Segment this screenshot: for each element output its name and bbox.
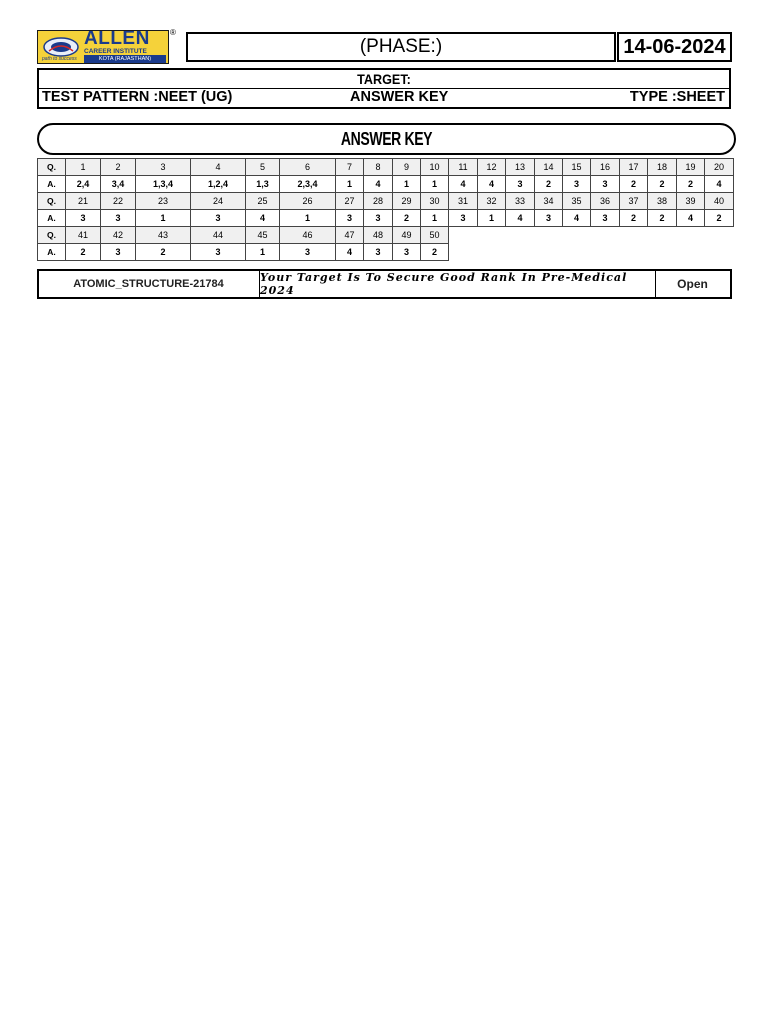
answer-row-label: A. (38, 210, 66, 227)
question-row (38, 193, 734, 210)
answer-grid-body (38, 159, 734, 261)
info-row (39, 89, 729, 108)
answer-cell: 4 (478, 176, 506, 193)
answer-cell: 3,4 (101, 176, 136, 193)
question-cell: 1 (66, 159, 101, 176)
question-cell: 6 (280, 159, 336, 176)
footer-bar (37, 269, 732, 299)
phase-text: (PHASE:) (359, 36, 443, 57)
empty-cell (705, 244, 734, 261)
answer-key-label: ANSWER KEY (350, 89, 449, 105)
answer-cell: 4 (677, 210, 705, 227)
empty-cell (506, 244, 535, 261)
question-cell: 46 (280, 227, 336, 244)
answer-cell: 1 (393, 176, 421, 193)
answer-cell: 4 (449, 176, 478, 193)
empty-cell (705, 227, 734, 244)
footer-motto: Your Target Is To Secure Good Rank In Pre-Medical 2024 (259, 271, 656, 297)
empty-cell (648, 227, 677, 244)
question-cell: 8 (364, 159, 393, 176)
date-field (617, 32, 732, 62)
logo-brand: ALLEN (84, 30, 150, 49)
question-cell: 47 (336, 227, 364, 244)
question-cell: 4 (191, 159, 246, 176)
answer-cell: 3 (364, 210, 393, 227)
question-row (38, 227, 734, 244)
question-cell: 36 (591, 193, 620, 210)
question-row-label: Q. (38, 159, 66, 176)
answer-cell: 3 (101, 210, 136, 227)
empty-cell (449, 227, 478, 244)
test-pattern: TEST PATTERN :NEET (UG) (42, 89, 233, 105)
empty-cell (620, 244, 648, 261)
answer-cell: 4 (506, 210, 535, 227)
answer-cell: 4 (246, 210, 280, 227)
empty-cell (591, 227, 620, 244)
answer-cell: 2 (393, 210, 421, 227)
answer-cell: 3 (449, 210, 478, 227)
empty-cell (591, 244, 620, 261)
question-cell: 20 (705, 159, 734, 176)
empty-cell (535, 227, 563, 244)
question-cell: 37 (620, 193, 648, 210)
answer-row-label: A. (38, 176, 66, 193)
question-cell: 15 (563, 159, 591, 176)
answer-cell: 4 (336, 244, 364, 261)
question-cell: 30 (421, 193, 449, 210)
answer-cell: 1 (136, 210, 191, 227)
empty-cell (563, 227, 591, 244)
answer-cell: 3 (66, 210, 101, 227)
answer-cell: 1 (421, 210, 449, 227)
question-cell: 5 (246, 159, 280, 176)
question-cell: 45 (246, 227, 280, 244)
question-cell: 40 (705, 193, 734, 210)
answer-cell: 2 (421, 244, 449, 261)
empty-cell (449, 244, 478, 261)
empty-cell (648, 244, 677, 261)
answer-cell: 3 (191, 210, 246, 227)
answer-cell: 1,3,4 (136, 176, 191, 193)
question-cell: 28 (364, 193, 393, 210)
question-cell: 17 (620, 159, 648, 176)
answer-cell: 3 (535, 210, 563, 227)
answer-cell: 4 (563, 210, 591, 227)
answer-cell: 2 (620, 176, 648, 193)
question-cell: 3 (136, 159, 191, 176)
question-cell: 42 (101, 227, 136, 244)
answer-cell: 3 (191, 244, 246, 261)
question-cell: 44 (191, 227, 246, 244)
answer-cell: 4 (364, 176, 393, 193)
question-cell: 10 (421, 159, 449, 176)
answer-cell: 3 (393, 244, 421, 261)
empty-cell (478, 227, 506, 244)
question-cell: 38 (648, 193, 677, 210)
answer-cell: 2 (136, 244, 191, 261)
sheet-code: ATOMIC_STRUCTURE-21784 (73, 278, 224, 290)
answer-cell: 3 (101, 244, 136, 261)
question-cell: 41 (66, 227, 101, 244)
question-cell: 13 (506, 159, 535, 176)
logo-institute: CAREER INSTITUTE (84, 48, 147, 55)
answer-cell: 3 (591, 176, 620, 193)
answer-cell: 1 (246, 244, 280, 261)
banner-title: ANSWER KEY (340, 128, 433, 149)
question-cell: 43 (136, 227, 191, 244)
answer-cell: 3 (364, 244, 393, 261)
question-cell: 33 (506, 193, 535, 210)
registered-mark: ® (170, 28, 176, 37)
answer-cell: 2 (535, 176, 563, 193)
answer-cell: 3 (336, 210, 364, 227)
answer-cell: 1,2,4 (191, 176, 246, 193)
target-label: TARGET: (357, 71, 411, 87)
question-cell: 12 (478, 159, 506, 176)
empty-cell (506, 227, 535, 244)
question-cell: 34 (535, 193, 563, 210)
question-cell: 18 (648, 159, 677, 176)
answer-cell: 2 (620, 210, 648, 227)
question-cell: 19 (677, 159, 705, 176)
question-cell: 50 (421, 227, 449, 244)
question-cell: 16 (591, 159, 620, 176)
empty-cell (677, 244, 705, 261)
answer-cell: 3 (591, 210, 620, 227)
answer-key-banner (37, 123, 736, 155)
question-cell: 22 (101, 193, 136, 210)
question-cell: 7 (336, 159, 364, 176)
answer-cell: 2,3,4 (280, 176, 336, 193)
answer-cell: 1 (478, 210, 506, 227)
answer-cell: 1 (421, 176, 449, 193)
question-cell: 14 (535, 159, 563, 176)
question-cell: 24 (191, 193, 246, 210)
test-info-box (37, 68, 731, 109)
answer-cell: 1 (336, 176, 364, 193)
question-cell: 11 (449, 159, 478, 176)
question-row (38, 159, 734, 176)
answer-cell: 3 (563, 176, 591, 193)
answer-cell: 1,3 (246, 176, 280, 193)
question-row-label: Q. (38, 193, 66, 210)
question-cell: 25 (246, 193, 280, 210)
answer-row-label: A. (38, 244, 66, 261)
answer-cell: 1 (280, 210, 336, 227)
answer-cell: 2,4 (66, 176, 101, 193)
empty-cell (535, 244, 563, 261)
logo-city: KOTA (RAJASTHAN) (84, 55, 166, 63)
answer-row (38, 210, 734, 227)
question-cell: 31 (449, 193, 478, 210)
question-cell: 23 (136, 193, 191, 210)
question-cell: 32 (478, 193, 506, 210)
question-cell: 29 (393, 193, 421, 210)
allen-logo (37, 30, 169, 64)
question-cell: 39 (677, 193, 705, 210)
logo-tagline: path to success (42, 56, 77, 62)
question-cell: 9 (393, 159, 421, 176)
question-cell: 27 (336, 193, 364, 210)
empty-cell (563, 244, 591, 261)
empty-cell (478, 244, 506, 261)
date-text: 14-06-2024 (623, 35, 726, 58)
sheet-type: TYPE :SHEET (629, 89, 725, 105)
phase-field (186, 32, 616, 62)
answer-cell: 3 (506, 176, 535, 193)
question-cell: 21 (66, 193, 101, 210)
question-cell: 48 (364, 227, 393, 244)
answer-grid (37, 158, 734, 261)
answer-cell: 2 (677, 176, 705, 193)
question-cell: 35 (563, 193, 591, 210)
empty-cell (620, 227, 648, 244)
answer-cell: 2 (648, 176, 677, 193)
question-cell: 26 (280, 193, 336, 210)
answer-cell: 4 (705, 176, 734, 193)
question-row-label: Q. (38, 227, 66, 244)
answer-row (38, 176, 734, 193)
answer-cell: 2 (66, 244, 101, 261)
answer-cell: 3 (280, 244, 336, 261)
answer-cell: 2 (648, 210, 677, 227)
status-label: Open (677, 277, 708, 291)
empty-cell (677, 227, 705, 244)
question-cell: 49 (393, 227, 421, 244)
question-cell: 2 (101, 159, 136, 176)
answer-cell: 2 (705, 210, 734, 227)
answer-row (38, 244, 734, 261)
